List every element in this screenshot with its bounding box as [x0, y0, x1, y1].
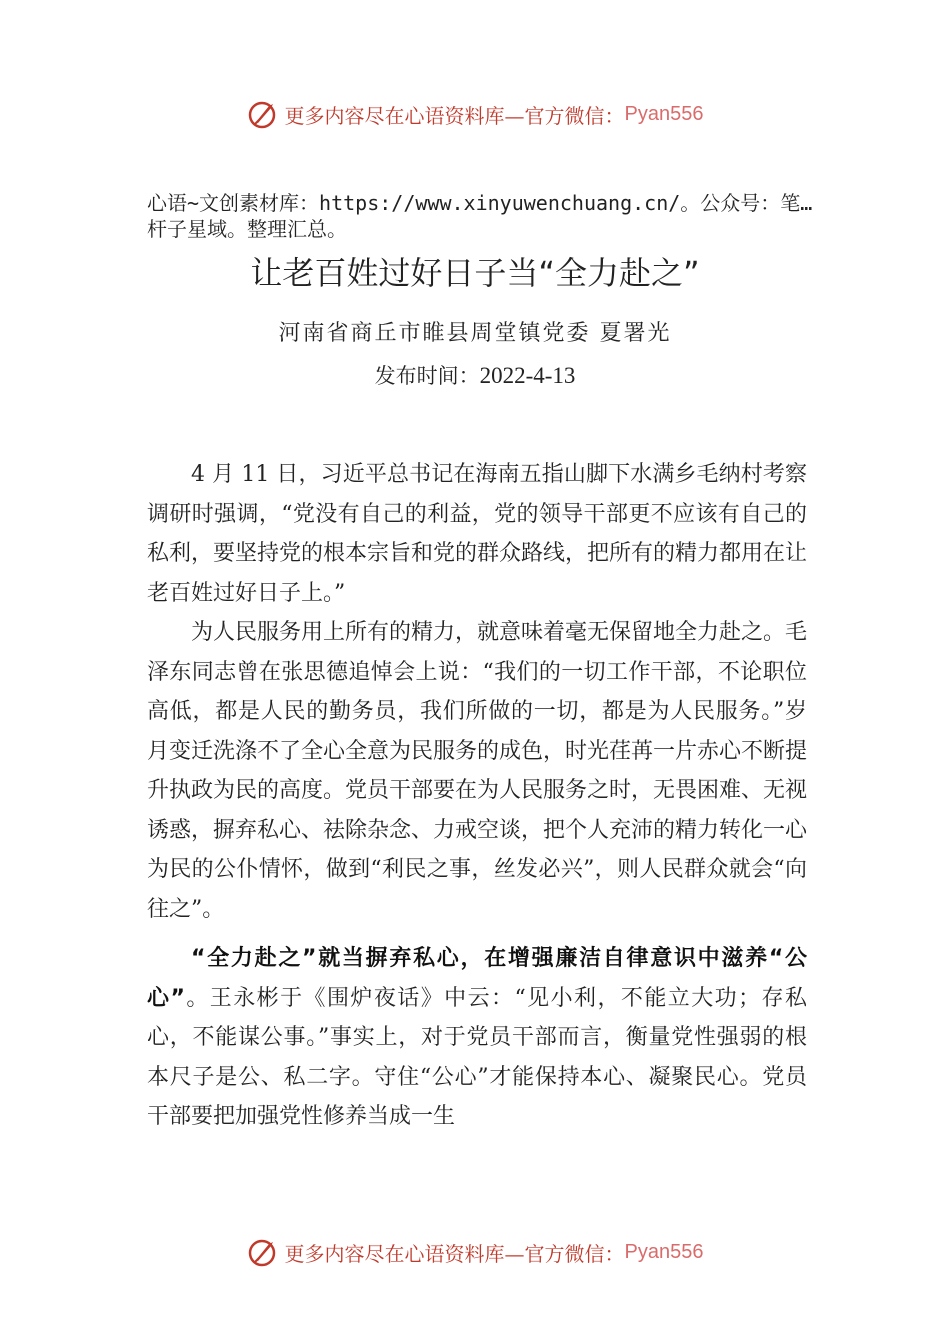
- paragraph: 为人民服务用上所有的精力，就意味着毫无保留地全力赴之。毛泽东同志曾在张思德追悼会上说：“我们的一切工作干部，不论职位高低，都是人民的勤务员，我们所做的一切，都是为人民服务。”岁月变迁洗涤不了全心全意为民服务的成色，时光荏苒一片赤心不断提升执政为民的高度。党员干部要在为人民服务之时，无畏困难、无视诱惑，摒弃私心、祛除杂念、力戒空谈，把个人充沛的精力转化一心为民的公仆情怀，做到“利民之事，丝发必兴”，则人民群众就会“向往之”。: [147, 620, 808, 922]
- publish-date: [0, 360, 950, 390]
- article-body: [147, 455, 807, 1137]
- date-label: 发布时间：: [374, 364, 480, 388]
- source-note: 心语~文创素材库：https://www.xinyuwenchuang.cn/。公众号：笔…杆子星域。整理汇总。: [147, 191, 813, 241]
- paragraph-text: 。王永彬于《围炉夜话》中云：“见小利，不能立大功；存私心，不能谋公事。”事实上，对于党员干部而言，衡量党性强弱的根本尺子是公、私二字。守住“公心”才能保持本心、凝聚民心。党员干部要把加强党性修养当成一生: [147, 985, 807, 1129]
- header-banner: [0, 96, 950, 132]
- article-author: 河南省商丘市睢县周堂镇党委 夏署光: [278, 321, 672, 346]
- banner-text: 更多内容尽在心语资料库—官方微信：: [284, 103, 625, 128]
- quill-seal-icon: [247, 1236, 279, 1268]
- paragraph: [147, 939, 807, 1137]
- quill-seal-icon: [247, 98, 279, 130]
- date-value: 2022-4-13: [479, 363, 576, 388]
- paragraph-lead: “全力赴之”就当摒弃私心，在增强廉洁自律意识中滋养“公心”: [147, 946, 807, 1011]
- article-title: 让老百姓过好日子当“全力赴之”: [250, 254, 700, 292]
- footer-banner: [0, 1234, 950, 1270]
- banner-contact: Pyan556: [624, 102, 704, 125]
- banner-text: 更多内容尽在心语资料库—官方微信：: [284, 1241, 625, 1266]
- banner-contact: Pyan556: [624, 1240, 704, 1263]
- paragraph: 4 月 11 日，习近平总书记在海南五指山脚下水满乡毛纳村考察调研时强调，“党没有自己的利益，党的领导干部更不应该有自己的私利，要坚持党的根本宗旨和党的群众路线，把所有的精力都用在让老百姓过好日子上。”: [147, 462, 808, 606]
